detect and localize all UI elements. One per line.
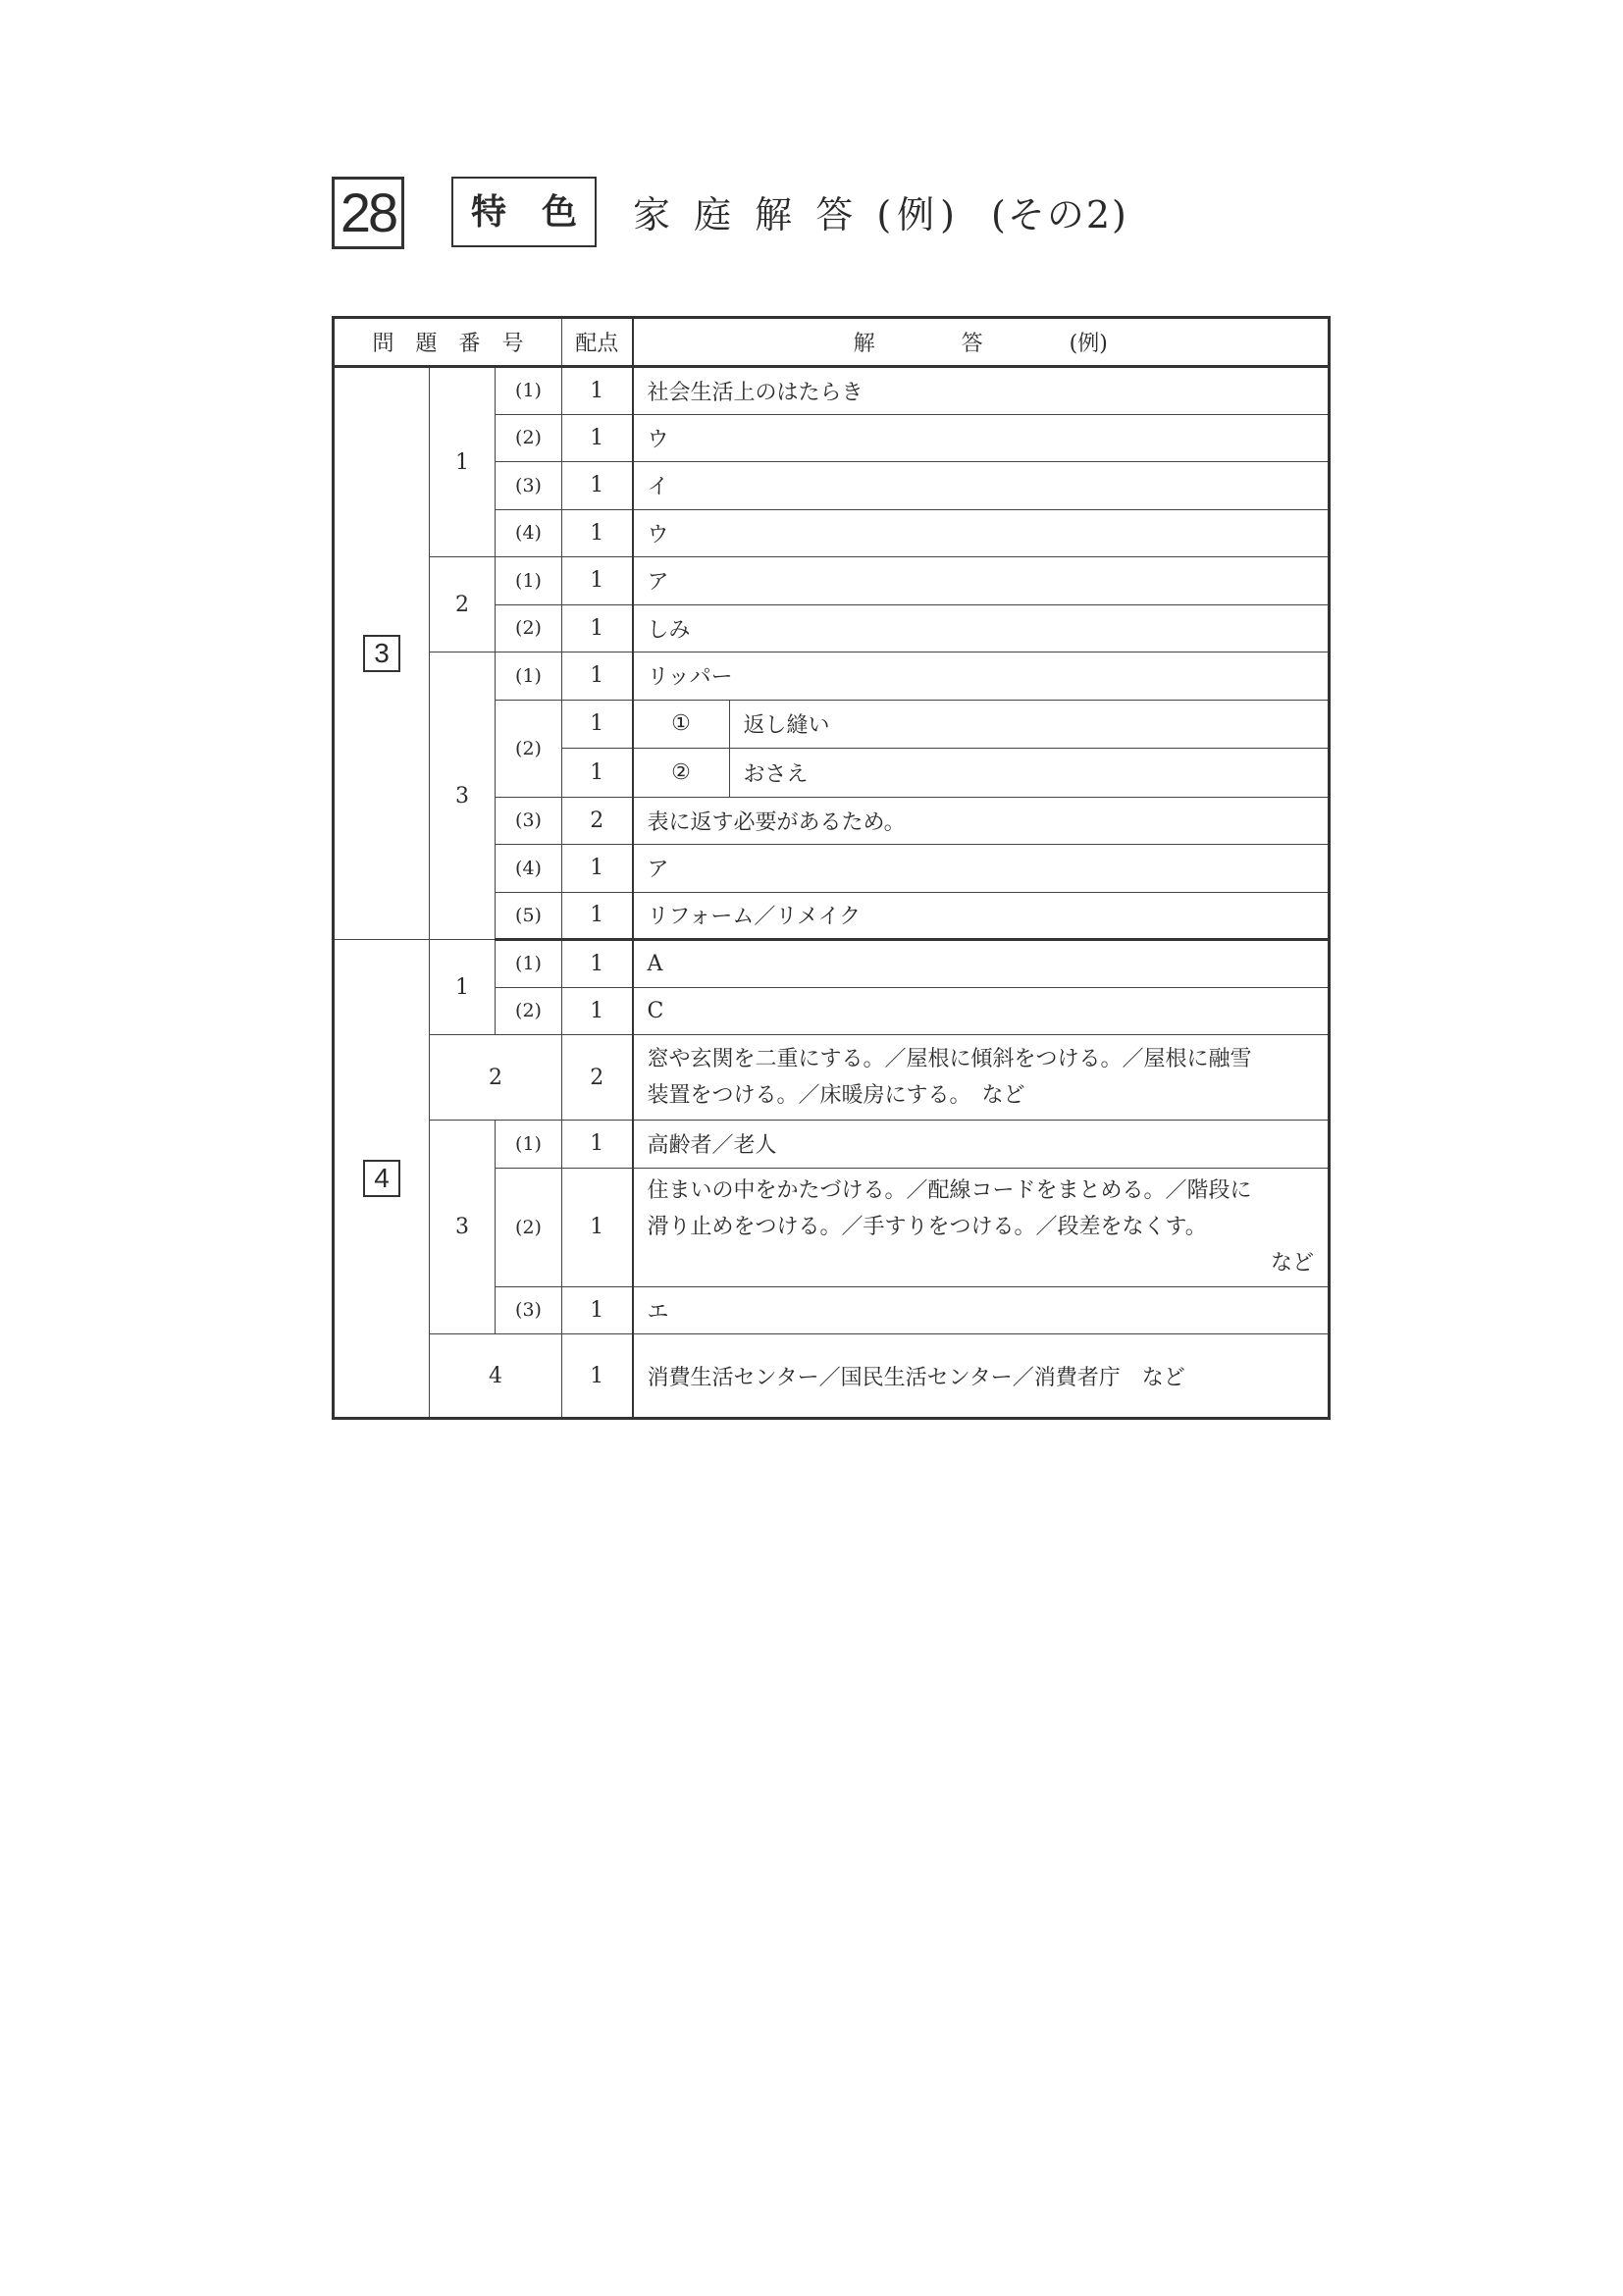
answer: ウ (633, 414, 1330, 462)
points: 1 (562, 940, 633, 988)
item-no: (5) (496, 892, 562, 940)
sub-label: 1 (430, 940, 496, 1035)
answer-split (633, 749, 1330, 798)
points: 1 (562, 604, 633, 652)
points: 1 (562, 892, 633, 940)
points: 1 (562, 509, 633, 557)
sub-label: 2 (430, 557, 496, 652)
item-no: (3) (496, 797, 562, 845)
answer-line: 窓や玄関を二重にする。／屋根に傾斜をつける。／屋根に融雪 (647, 1047, 1252, 1071)
table-row (334, 1334, 1330, 1419)
answer: ア (633, 557, 1330, 605)
item-no: (1) (496, 557, 562, 605)
page-title: 家 庭 解 答 (例) (633, 193, 961, 236)
answer: しみ (633, 604, 1330, 652)
item-no: (2) (496, 987, 562, 1035)
points: 1 (562, 367, 633, 415)
table-header-row (334, 318, 1330, 367)
points: 1 (562, 987, 633, 1035)
item-no: (2) (496, 700, 562, 797)
answer: 表に返す必要があるため。 (633, 797, 1330, 845)
answer (633, 1168, 1330, 1286)
item-no: (2) (496, 604, 562, 652)
answer: C (633, 987, 1330, 1035)
answer: 返し縫い (743, 713, 830, 739)
table-row (334, 367, 1330, 415)
points: 1 (562, 1334, 633, 1419)
answer-line: 装置をつける。／床暖房にする。 など (647, 1083, 1025, 1108)
table-row (334, 557, 1330, 605)
sub-label: 3 (430, 652, 496, 940)
item-no: (1) (496, 367, 562, 415)
answer: リッパー (633, 652, 1330, 701)
sub-label: 3 (430, 1121, 496, 1334)
points: 1 (562, 652, 633, 701)
answer (633, 1035, 1330, 1121)
sub-label: 4 (430, 1334, 562, 1419)
points: 1 (562, 1286, 633, 1334)
table-row (334, 1121, 1330, 1169)
page-subtitle: (その2) (991, 193, 1128, 236)
answer-line: 滑り止めをつける。／手すりをつける。／段差をなくす。 (647, 1215, 1207, 1239)
answer-mark: ② (634, 749, 730, 797)
item-no: (2) (496, 414, 562, 462)
answer: イ (633, 462, 1330, 510)
sub-label: 1 (430, 367, 496, 557)
item-no: (3) (496, 1286, 562, 1334)
section-number-box: 3 (363, 635, 400, 672)
points: 2 (562, 1035, 633, 1121)
header-points: 配点 (562, 318, 633, 367)
table-row (334, 1035, 1330, 1121)
answer: ア (633, 845, 1330, 893)
points: 2 (562, 797, 633, 845)
points: 1 (562, 557, 633, 605)
item-no: (2) (496, 1168, 562, 1286)
answer-split (633, 700, 1330, 749)
answer: A (633, 940, 1330, 988)
table-row (334, 940, 1330, 988)
item-no: (1) (496, 940, 562, 988)
category-box: 特 色 (451, 177, 597, 247)
answer-line: など (1270, 1251, 1314, 1276)
points: 1 (562, 1168, 633, 1286)
item-no: (3) (496, 462, 562, 510)
answer-mark: ① (634, 701, 730, 749)
answer: エ (633, 1286, 1330, 1334)
item-no: (4) (496, 509, 562, 557)
points: 1 (562, 700, 633, 749)
item-no: (4) (496, 845, 562, 893)
points: 1 (562, 749, 633, 798)
points: 1 (562, 845, 633, 893)
answer: おさえ (743, 761, 809, 787)
sub-label: 2 (430, 1035, 562, 1121)
answer: 高齢者／老人 (633, 1121, 1330, 1169)
header-answer: 解 答 (例) (633, 318, 1330, 367)
section-4-label (334, 940, 430, 1419)
page-number-box: 28 (332, 177, 404, 249)
section-number-box: 4 (363, 1160, 400, 1197)
section-3-label (334, 367, 430, 940)
answer: 社会生活上のはたらき (633, 367, 1330, 415)
item-no: (1) (496, 1121, 562, 1169)
item-no: (1) (496, 652, 562, 701)
answer: 消費生活センター／国民生活センター／消費者庁 など (633, 1334, 1330, 1419)
points: 1 (562, 414, 633, 462)
table-row (334, 652, 1330, 701)
points: 1 (562, 462, 633, 510)
answer: リフォーム／リメイク (633, 892, 1330, 940)
answer: ウ (633, 509, 1330, 557)
header-question-number: 問 題 番 号 (334, 318, 562, 367)
answer-line: 住まいの中をかたづける。／配線コードをまとめる。／階段に (647, 1178, 1252, 1203)
points: 1 (562, 1121, 633, 1169)
answer-table (332, 316, 1331, 1420)
